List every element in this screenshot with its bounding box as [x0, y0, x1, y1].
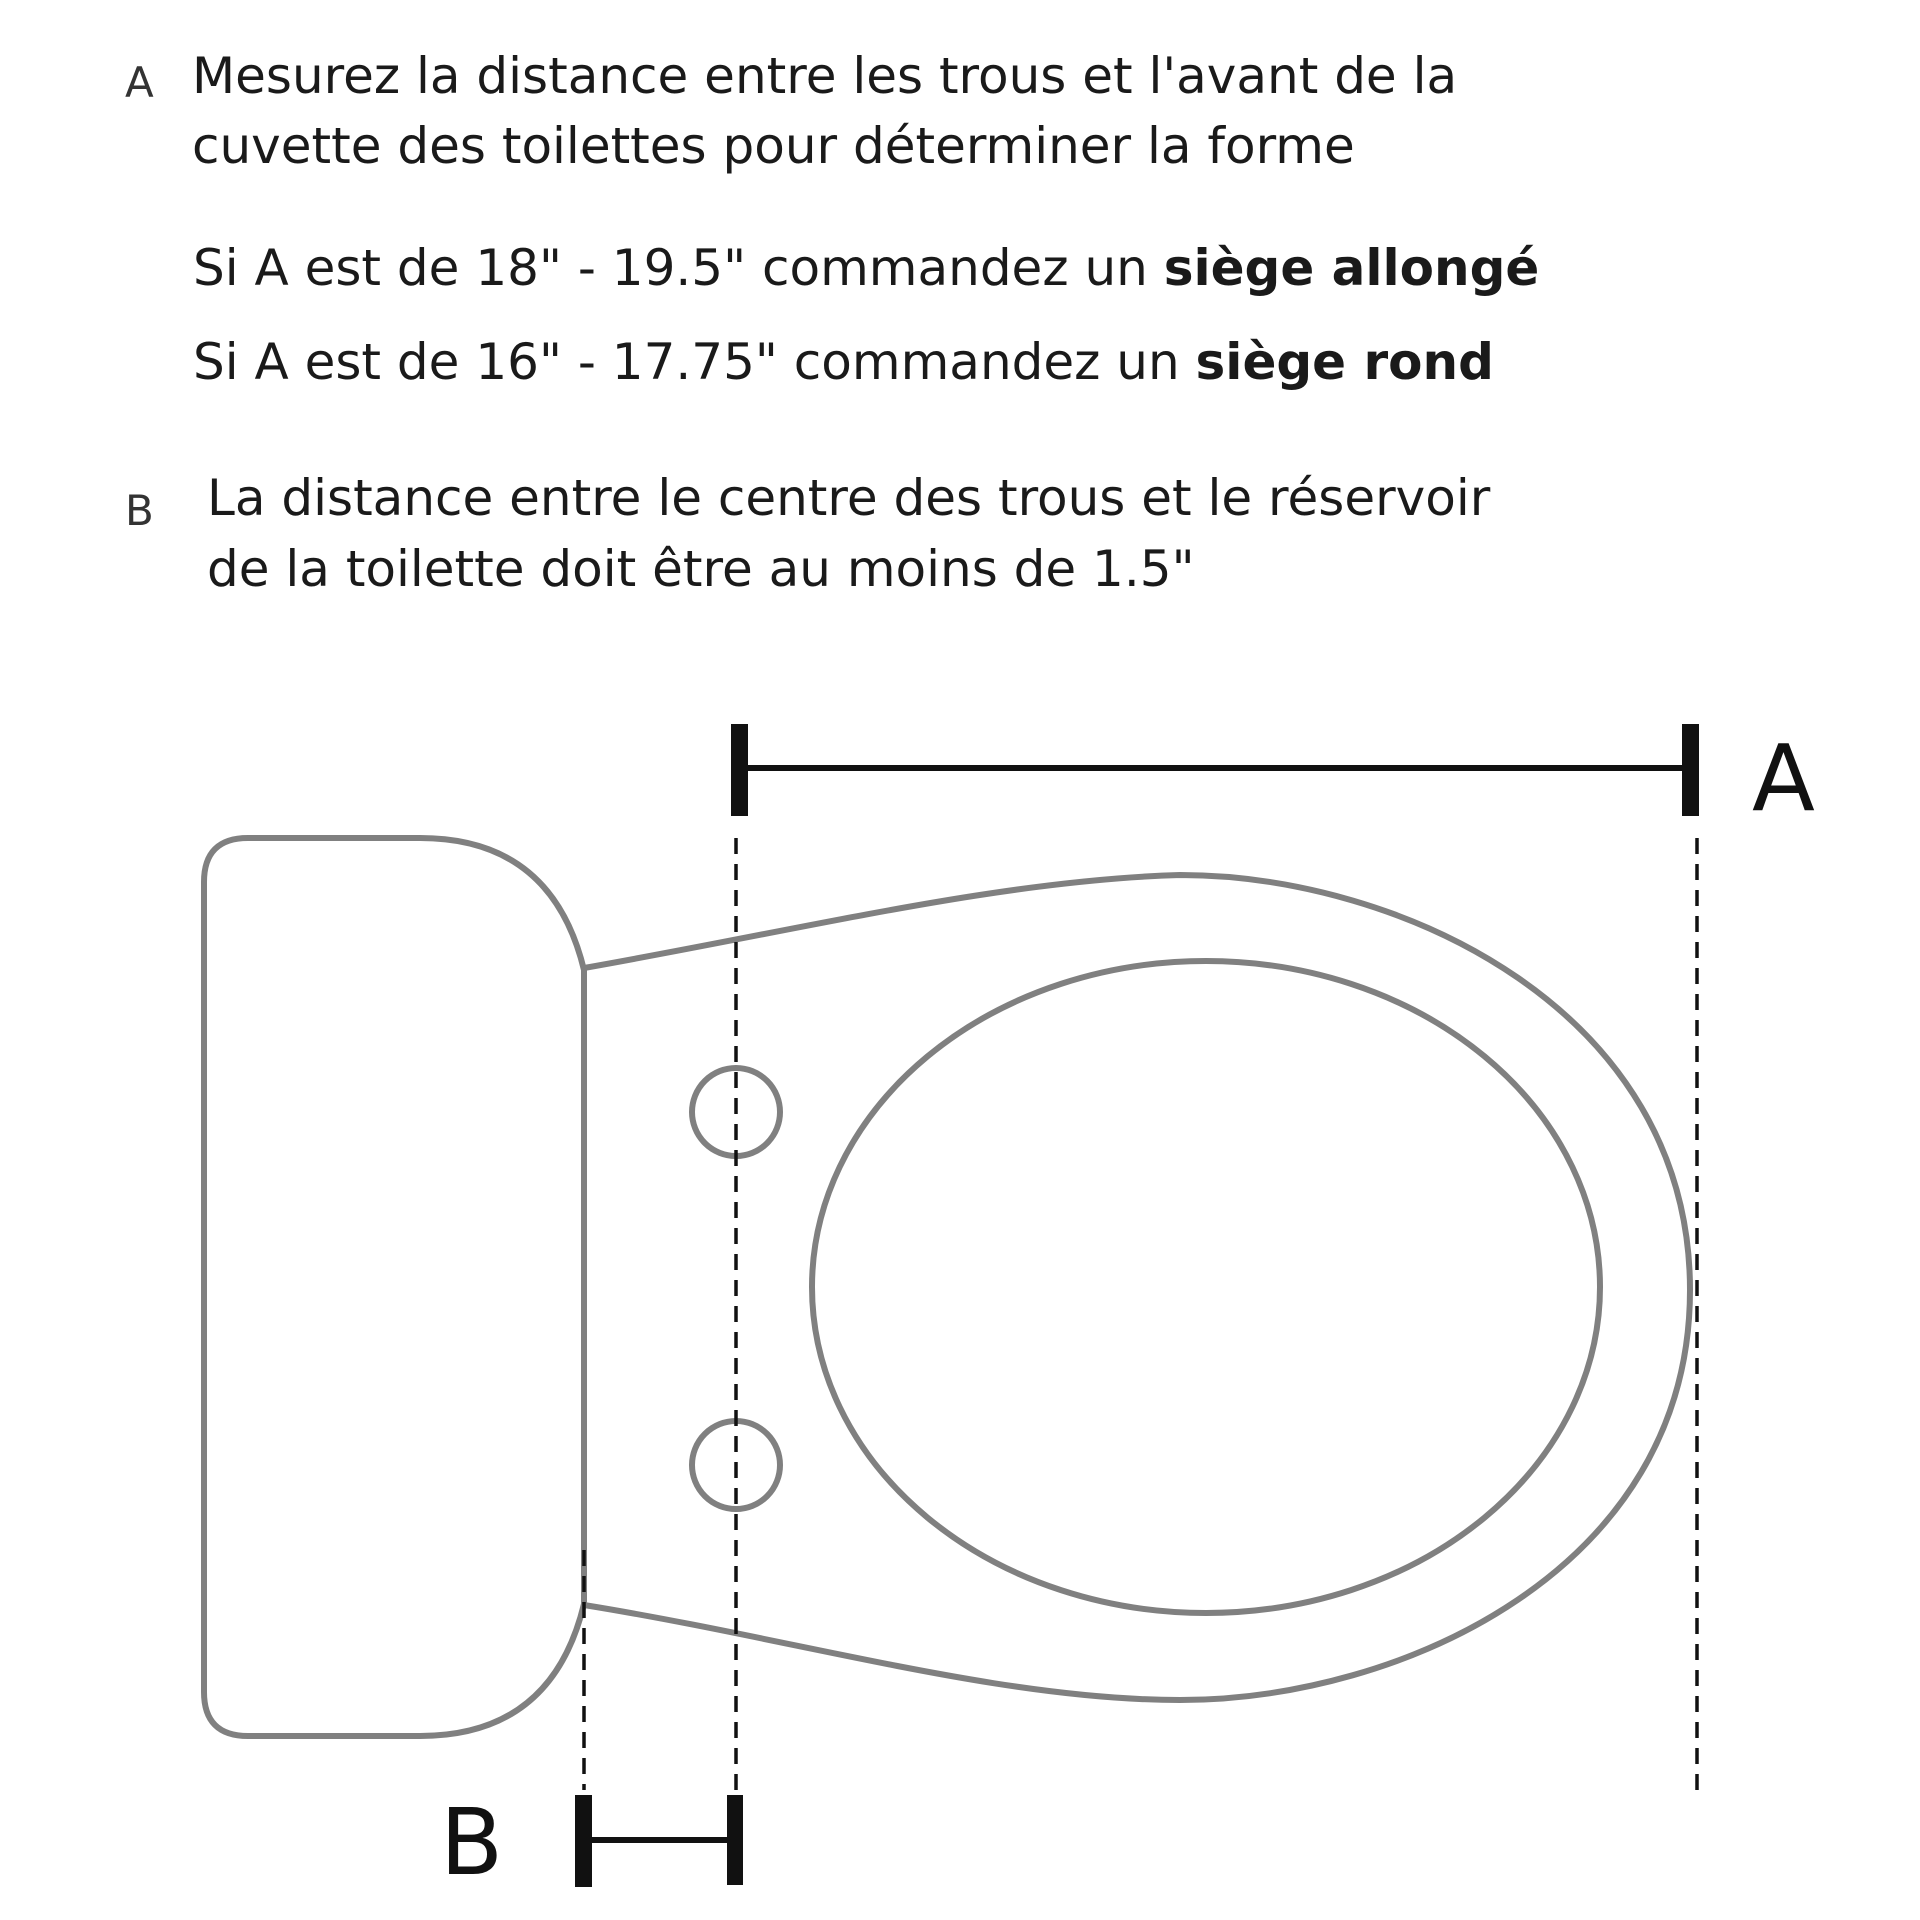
marker-a: A [125, 58, 154, 107]
rule-round-seat-type: siège rond [1195, 333, 1494, 391]
dimension-b-label: B [440, 1789, 504, 1896]
bowl-opening [812, 961, 1600, 1613]
dimension-a-label: A [1752, 725, 1815, 832]
instruction-a-line2: cuvette des toilettes pour déterminer la forme [192, 117, 1355, 175]
instruction-b-line2: de la toilette doit être au moins de 1.5" [207, 540, 1195, 598]
bowl-outline [584, 875, 1690, 1700]
dimension-b-end-tick [727, 1795, 743, 1885]
instruction-b-line1: La distance entre le centre des trous et le réservoir [207, 469, 1491, 527]
instruction-a-line1: Mesurez la distance entre les trous et l'avant de la [192, 47, 1458, 105]
rule-elongated-text: Si A est de 18" - 19.5" commandez un [193, 239, 1164, 297]
marker-b: B [125, 486, 154, 535]
dimension-b-start-tick [575, 1795, 592, 1887]
rule-elongated-seat-type: siège allongé [1163, 239, 1540, 297]
dimension-a-start-tick [731, 724, 748, 816]
rule-round-text: Si A est de 16" - 17.75" commandez un [193, 333, 1196, 391]
tank-outline [204, 838, 584, 1736]
dimension-a-end-tick [1682, 724, 1699, 816]
